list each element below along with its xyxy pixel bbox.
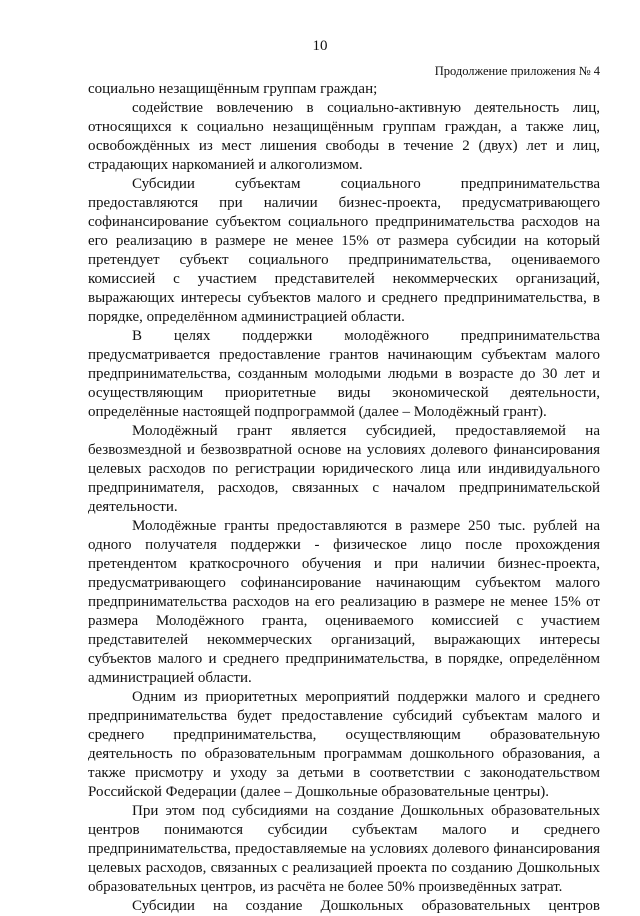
- paragraph-2: содействие вовлечению в социально-активную деятельность лиц, относящихся к социально незащищённым группам граждан, а также лиц, освобождённых из мест лишения свободы в течение 2 (двух) лет и лиц, страдающих наркоманией и алкоголизмом.: [88, 100, 600, 173]
- paragraph-7: Одним из приоритетных мероприятий поддержки малого и среднего предпринимательства будет предоставление субсидий субъектам малого и среднего предпринимательства, осуществляющим образовательную деятельность по образовательным программам дошкольного образования, а также присмотру и уходу за детьми в соответствии с законодательством Российской Федерации (далее – Дошкольные образовательные центры).: [88, 689, 600, 800]
- paragraph-8: При этом под субсидиями на создание Дошкольных образовательных центров понимаются субсидии субъектам малого и среднего предпринимательства, предоставляемые на условиях долевого финансирования целевых расходов, связанных с реализацией проекта по созданию Дошкольных образовательных центров, из расчёта не более 50% произведённых затрат.: [88, 803, 600, 895]
- paragraph-1: социально незащищённым группам граждан;: [88, 81, 378, 97]
- paragraph-4: В целях поддержки молодёжного предпринимательства предусматривается предоставление грантов начинающим субъектам малого предпринимательства, созданным молодыми людьми в возрасте до 30 лет и осуществляющим приоритетные виды экономической деятельности, определённые настоящей подпрограммой (далее – Молодёжный грант).: [88, 328, 600, 420]
- paragraph-5: Молодёжный грант является субсидией, предоставляемой на безвозмездной и безвозвратной основе на условиях долевого финансирования целевых расходов по регистрации юридического лица или индивидуального предпринимателя, расходов, связанных с началом предпринимательской деятельности.: [88, 423, 600, 515]
- page-number: 10: [312, 38, 328, 54]
- body-text: [88, 80, 600, 916]
- paragraph-9: Субсидии на создание Дошкольных образовательных центров: [132, 898, 600, 914]
- running-header: Продолжение приложения № 4: [434, 64, 600, 78]
- paragraph-3: Субсидии субъектам социального предпринимательства предоставляются при наличии бизнес-проекта, предусматривающего софинансирование субъектом социального предпринимательства расходов на его реализацию в размере не менее 15% от размера субсидии на который претендует субъект социального предпринимательства, оцениваемого комиссией с участием представителей некоммерческих организаций, выражающих интересы субъектов малого и среднего предпринимательства, в порядке, определённом администрацией области.: [88, 176, 600, 325]
- paragraph-6: Молодёжные гранты предоставляются в размере 250 тыс. рублей на одного получателя поддержки - физическое лицо после прохождения претендентом краткосрочного обучения и при наличии бизнес-проекта, предусматривающего софинансирование начинающим субъектом малого предпринимательства расходов на его реализацию в размере не менее 15% от размера Молодёжного гранта, оцениваемого комиссией с участием представителей некоммерческих организаций, выражающих интересы субъектов малого и среднего предпринимательства, в порядке, определённом администрацией области.: [88, 518, 600, 686]
